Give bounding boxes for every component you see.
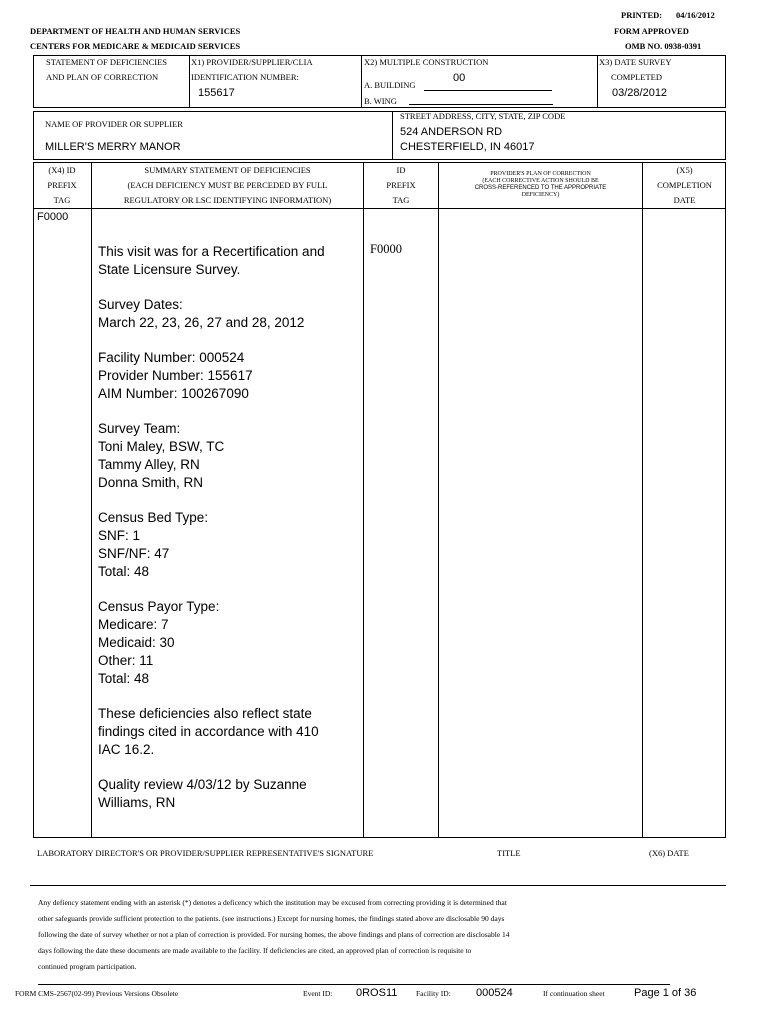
summary-line: Total: 48	[98, 671, 150, 686]
printed-date: 04/16/2012	[676, 10, 715, 20]
summary-line: Toni Maley, BSW, TC	[98, 439, 225, 454]
summary-paragraph	[98, 296, 360, 332]
wing-label: B. WING	[364, 96, 397, 106]
summary-paragraph	[98, 598, 360, 688]
id-header-3: TAG	[392, 195, 410, 205]
summary-paragraph	[98, 776, 360, 812]
summary-header-2: (EACH DEFICIENCY MUST BE PERCEDED BY FULL	[127, 180, 328, 190]
summary-line: Williams, RN	[98, 795, 176, 810]
event-id-label: Event ID:	[303, 989, 333, 998]
building-value: 00	[453, 72, 466, 84]
summary-line: Tammy Alley, RN	[98, 457, 200, 472]
summary-line: Survey Team:	[98, 421, 181, 436]
id-header-1: ID	[396, 165, 406, 175]
date-survey-label: X3) DATE SURVEY	[599, 57, 672, 67]
provider-name-label: NAME OF PROVIDER OR SUPPLIER	[45, 119, 183, 129]
facility-id-value: 000524	[476, 987, 513, 999]
disclaimer-line-2: other safeguards provide sufficient protection to the patients. (see instructions.) Except for nursing homes, the findings stated above are disclosable 90 days	[38, 914, 505, 923]
left-tag: F0000	[37, 211, 69, 223]
x5-header-3: DATE	[673, 195, 696, 205]
form-approved: FORM APPROVED	[614, 26, 689, 36]
building-label: A. BUILDING	[364, 80, 416, 90]
summary-line: Provider Number: 155617	[98, 368, 253, 383]
centers-title: CENTERS FOR MEDICARE & MEDICAID SERVICES	[30, 41, 241, 51]
date-label: (X6) DATE	[649, 848, 689, 858]
summary-paragraph	[98, 705, 360, 759]
summary-paragraph	[98, 349, 360, 403]
page-number: Page 1 of 36	[634, 987, 697, 999]
plan-header-4: DEFICIENCY)	[521, 192, 560, 198]
summary-header-3: REGULATORY OR LSC IDENTIFYING INFORMATION)	[123, 195, 332, 205]
survey-date-value: 03/28/2012	[612, 87, 668, 99]
summary-line: findings cited in accordance with 410	[98, 724, 319, 739]
summary-line: Other: 11	[98, 653, 154, 668]
x5-header-2: COMPLETION	[657, 180, 712, 190]
completed-label: COMPLETED	[611, 72, 662, 82]
summary-line: SNF: 1	[98, 528, 141, 543]
plan-header-1: PROVIDER'S PLAN OF CORRECTION	[490, 171, 591, 177]
multiple-construction-label: X2) MULTIPLE CONSTRUCTION	[364, 57, 489, 67]
summary-line: Facility Number: 000524	[98, 350, 245, 365]
right-tag: F0000	[370, 242, 402, 256]
statement-label-1: STATEMENT OF DEFICIENCIES	[46, 57, 168, 67]
department-title: DEPARTMENT OF HEALTH AND HUMAN SERVICES	[30, 26, 241, 36]
address-label: STREET ADDRESS, CITY, STATE, ZIP CODE	[400, 111, 566, 121]
title-label: TITLE	[497, 848, 521, 858]
provider-id-value: 155617	[198, 87, 235, 99]
summary-line: Medicaid: 30	[98, 635, 175, 650]
summary-line: Census Bed Type:	[98, 510, 209, 525]
summary-line: SNF/NF: 47	[98, 546, 170, 561]
summary-paragraph	[98, 420, 360, 492]
summary-statement	[98, 243, 360, 829]
plan-header-2: (EACH CORRECTIVE ACTION SHOULD BE	[482, 178, 599, 184]
disclaimer-line-4: days following the date these documents are made available to the facility. If deficiencies are cited, an approved plan of correction is requisite to	[38, 946, 472, 955]
x5-header-1: (X5)	[676, 165, 693, 175]
summary-line: This visit was for a Recertification and	[98, 244, 325, 259]
summary-line: These deficiencies also reflect state	[98, 706, 312, 721]
event-id-value: 0ROS11	[356, 987, 398, 999]
summary-line: Total: 48	[98, 564, 150, 579]
disclaimer-line-1: Any defiency statement ending with an asterisk (*) denotes a deficency which the institution may be excused from correcting providing it is determined that	[38, 898, 507, 907]
summary-line: Quality review 4/03/12 by Suzanne	[98, 777, 307, 792]
plan-header-3: CROSS-REFERENCED TO THE APPROPRIATE	[474, 185, 607, 191]
statement-label-2: AND PLAN OF CORRECTION	[46, 72, 159, 82]
id-header-2: PREFIX	[386, 180, 416, 190]
omb-number: OMB NO. 0938-0391	[625, 41, 702, 51]
summary-line: State Licensure Survey.	[98, 262, 241, 277]
disclaimer-line-5: continued program participation.	[38, 962, 137, 971]
summary-line: Survey Dates:	[98, 297, 183, 312]
provider-id-label-1: X1) PROVIDER/SUPPLIER/CLIA	[191, 57, 313, 67]
address-line-1: 524 ANDERSON RD	[400, 126, 503, 138]
summary-line: Census Payor Type:	[98, 599, 220, 614]
summary-line: March 22, 23, 26, 27 and 28, 2012	[98, 315, 305, 330]
summary-line: AIM Number: 100267090	[98, 386, 249, 401]
address-line-2: CHESTERFIELD, IN 46017	[400, 141, 535, 153]
summary-header-1: SUMMARY STATEMENT OF DEFICIENCIES	[144, 165, 311, 175]
summary-line: Medicare: 7	[98, 617, 169, 632]
provider-name-value: MILLER'S MERRY MANOR	[45, 141, 181, 153]
summary-line: IAC 16.2.	[98, 742, 155, 757]
disclaimer-line-3: following the date of survey whether or not a plan of correction is provided. For nursing homes, the above findings and plans of correction are disclosable 14	[38, 930, 510, 939]
x4-header-2: PREFIX	[47, 180, 77, 190]
summary-paragraph	[98, 243, 360, 279]
printed-label: PRINTED:	[621, 10, 663, 20]
summary-line: Donna Smith, RN	[98, 475, 204, 490]
summary-paragraph	[98, 509, 360, 581]
facility-id-label: Facility ID:	[416, 989, 451, 998]
plan-header	[439, 171, 642, 199]
disclaimer	[38, 895, 510, 975]
signature-label: LABORATORY DIRECTOR'S OR PROVIDER/SUPPLIER REPRESENTATIVE'S SIGNATURE	[37, 848, 374, 858]
x4-header-1: (X4) ID	[48, 165, 76, 175]
form-number: FORM CMS-2567(02-99) Previous Versions Obsolete	[15, 989, 179, 998]
x4-header-3: TAG	[53, 195, 71, 205]
continuation-label: If continuation sheet	[543, 989, 605, 998]
provider-id-label-2: IDENTIFICATION NUMBER:	[191, 72, 299, 82]
